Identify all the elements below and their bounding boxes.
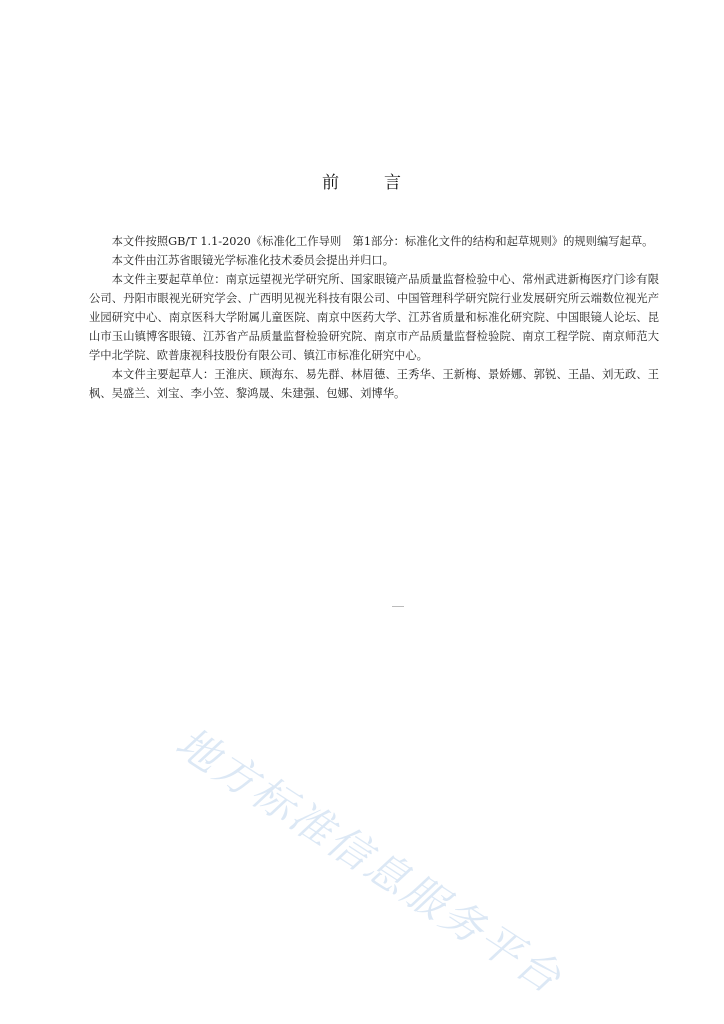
paragraph-drafting-units: 本文件主要起草单位：南京远望视光学研究所、国家眼镜产品质量监督检验中心、常州武进新梅医疗门诊有限公司、丹阳市眼视光研究学会、广西明见视光科技有限公司、中国管理科学研究院行业发展研究所云端数位视光产业园研究中心、南京医科大学附属儿童医院、南京中医药大学、江苏省质量和标准化研究院、中国眼镜人论坛、昆山市玉山镇博客眼镜、江苏省产品质量监督检验研究院、南京市产品质量监督检验院、南京工程学院、南京师范大学中北学院、欧普康视科技股份有限公司、镇江市标准化研究中心。	[89, 273, 659, 362]
paragraph-drafting-rules: 本文件按照GB/T 1.1-2020《标准化工作导则 第1部分：标准化文件的结构和起草规则》的规则编写起草。	[111, 235, 654, 248]
watermark: 地方标准信息服务平台	[167, 717, 572, 1004]
title-char-2: 言	[384, 173, 402, 193]
paragraph-drafters: 本文件主要起草人：王淮庆、顾海东、易先群、林眉德、王秀华、王新梅、景娇娜、郭锐、王晶、刘无政、王枫、吴盛兰、刘宝、李小笠、黎鸿晟、朱建强、包娜、刘博华。	[89, 368, 659, 400]
title-char-1: 前	[322, 173, 340, 193]
preface-body	[89, 232, 659, 403]
paragraph-proposer: 本文件由江苏省眼镜光学标准化技术委员会提出并归口。	[111, 254, 395, 267]
page-number-mark	[392, 606, 404, 607]
page-title	[0, 168, 724, 193]
